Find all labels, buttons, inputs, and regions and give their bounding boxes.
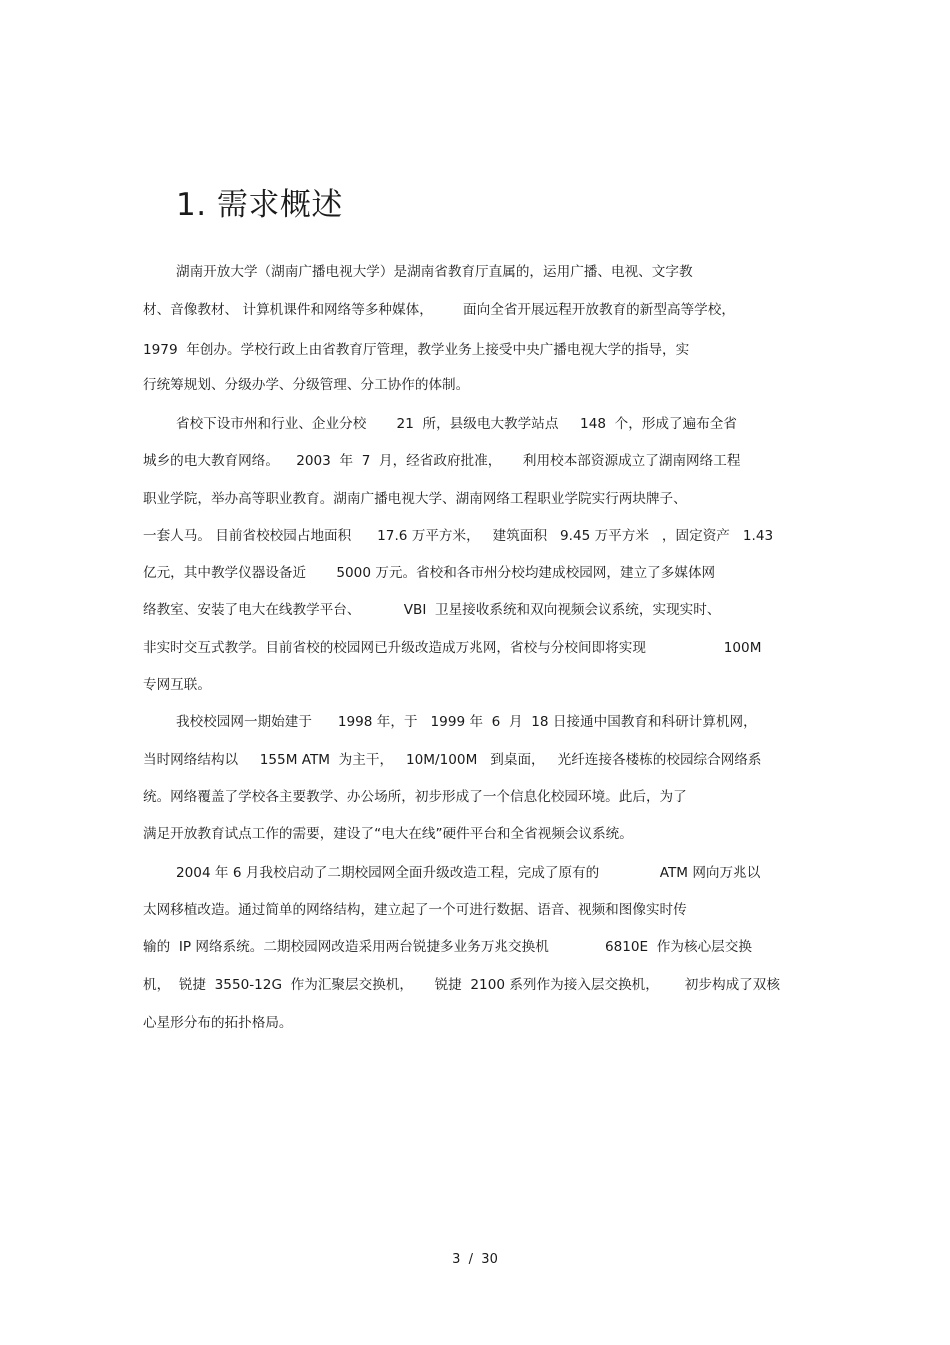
body-line: 统。网络覆盖了学校各主要教学、办公场所，初步形成了一个信息化校园环境。此后，为了 xyxy=(143,789,687,805)
body-line: 省校下设市州和行业、企业分校 21 所，县级电大教学站点 148 个，形成了遍布全省 xyxy=(176,416,737,432)
body-line: 当时网络结构以 155M ATM 为主干， 10M/100M 到桌面， 光纤连接各楼栋的校园综合网络系 xyxy=(143,752,762,768)
body-line: 职业学院，举办高等职业教育。湖南广播电视大学、湖南网络工程职业学院实行两块牌子、 xyxy=(143,491,687,507)
section-heading: 1. 需求概述 xyxy=(176,187,343,223)
body-line: 城乡的电大教育网络。 2003 年 7 月，经省政府批准， 利用校本部资源成立了湖南网络工程 xyxy=(143,453,741,469)
body-line: 太网移植改造。通过简单的网络结构，建立起了一个可进行数据、语音、视频和图像实时传 xyxy=(143,902,687,918)
body-line: 亿元，其中教学仪器设备近 5000 万元。省校和各市州分校均建成校园网，建立了多媒体网 xyxy=(143,565,716,581)
body-line: 材、音像教材、 计算机课件和网络等多种媒体， 面向全省开展远程开放教育的新型高等学校， xyxy=(143,302,735,318)
body-line: 输的 IP 网络系统。二期校园网改造采用两台锐捷多业务万兆交换机 6810E 作为核心层交换 xyxy=(143,939,752,955)
body-line: 专网互联。 xyxy=(143,677,211,693)
body-line: 非实时交互式教学。目前省校的校园网已升级改造成万兆网，省校与分校间即将实现 100M xyxy=(143,640,762,656)
body-line: 我校校园网一期始建于 1998 年，于 1999 年 6 月 18 日接通中国教育和科研计算机网， xyxy=(176,714,757,730)
body-line: 一套人马。 目前省校校园占地面积 17.6 万平方米， 建筑面积 9.45 万平方米 ，固定资产 1.43 xyxy=(143,528,774,544)
body-line: 机， 锐捷 3550-12G 作为汇聚层交换机， 锐捷 2100 系列作为接入层交换机， 初步构成了双核 xyxy=(143,977,780,993)
body-line: 湖南开放大学（湖南广播电视大学）是湖南省教育厅直属的，运用广播、电视、文字教 xyxy=(176,264,693,280)
body-line: 满足开放教育试点工作的需要，建设了“电大在线”硬件平台和全省视频会议系统。 xyxy=(143,826,633,842)
body-line: 心星形分布的拓扑格局。 xyxy=(143,1015,293,1031)
body-line: 1979 年创办。学校行政上由省教育厅管理，教学业务上接受中央广播电视大学的指导，实 xyxy=(143,342,690,358)
body-line: 2004 年 6 月我校启动了二期校园网全面升级改造工程，完成了原有的 ATM 网向万兆以 xyxy=(176,865,761,881)
body-line: 络教室、安装了电大在线教学平台、 VBI 卫星接收系统和双向视频会议系统，实现实时、 xyxy=(143,602,721,618)
body-line: 行统筹规划、分级办学、分级管理、分工协作的体制。 xyxy=(143,377,470,393)
page-number: 3 / 30 xyxy=(452,1252,498,1267)
